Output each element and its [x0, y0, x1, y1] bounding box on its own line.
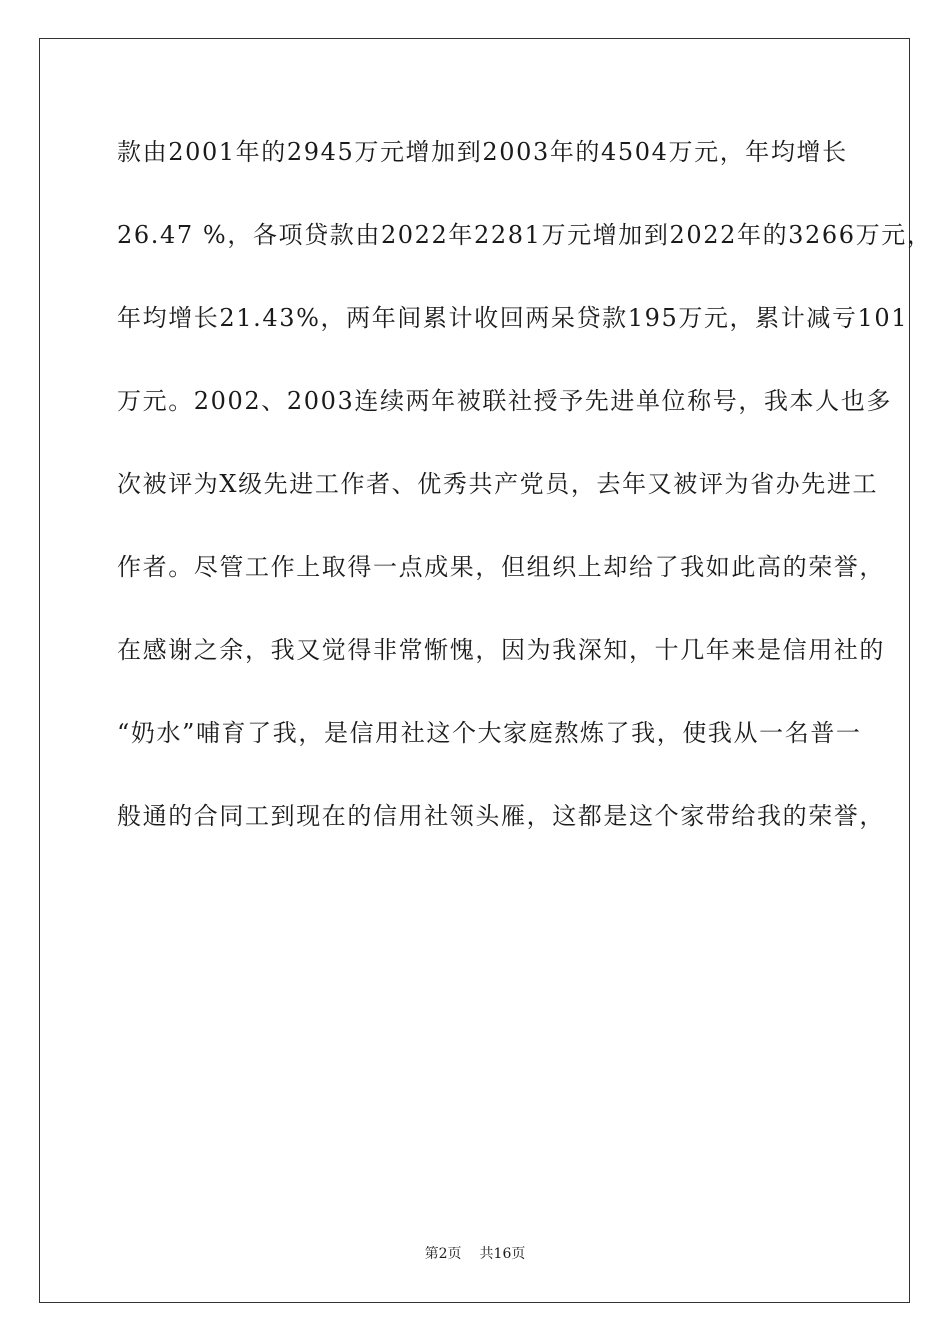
text-line-4: 万元。2002、2003连续两年被联社授予先进单位称号，我本人也多 — [117, 387, 892, 415]
page-total: 共16页 — [479, 1246, 526, 1262]
document-body — [117, 126, 933, 873]
page-footer — [0, 1244, 950, 1264]
text-line-2: 26.47 %，各项贷款由2022年2281万元增加到2022年的3266万元， — [117, 221, 933, 249]
text-line-5: 次被评为X级先进工作者、优秀共产党员，去年又被评为省办先进工 — [117, 470, 879, 498]
text-line-3: 年均增长21.43%，两年间累计收回两呆贷款195万元，累计减亏101 — [117, 304, 909, 332]
page-number: 第2页 — [424, 1246, 462, 1262]
text-line-1: 款由2001年的2945万元增加到2003年的4504万元，年均增长 — [117, 138, 848, 166]
text-line-8: “奶水”哺育了我，是信用社这个大家庭熬炼了我，使我从一名普一 — [117, 719, 862, 747]
text-line-7: 在感谢之余，我又觉得非常惭愧，因为我深知，十几年来是信用社的 — [117, 636, 885, 664]
text-line-6: 作者。尽管工作上取得一点成果，但组织上却给了我如此高的荣誉， — [117, 553, 885, 581]
text-line-9: 般通的合同工到现在的信用社领头雁，这都是这个家带给我的荣誉， — [117, 802, 885, 830]
